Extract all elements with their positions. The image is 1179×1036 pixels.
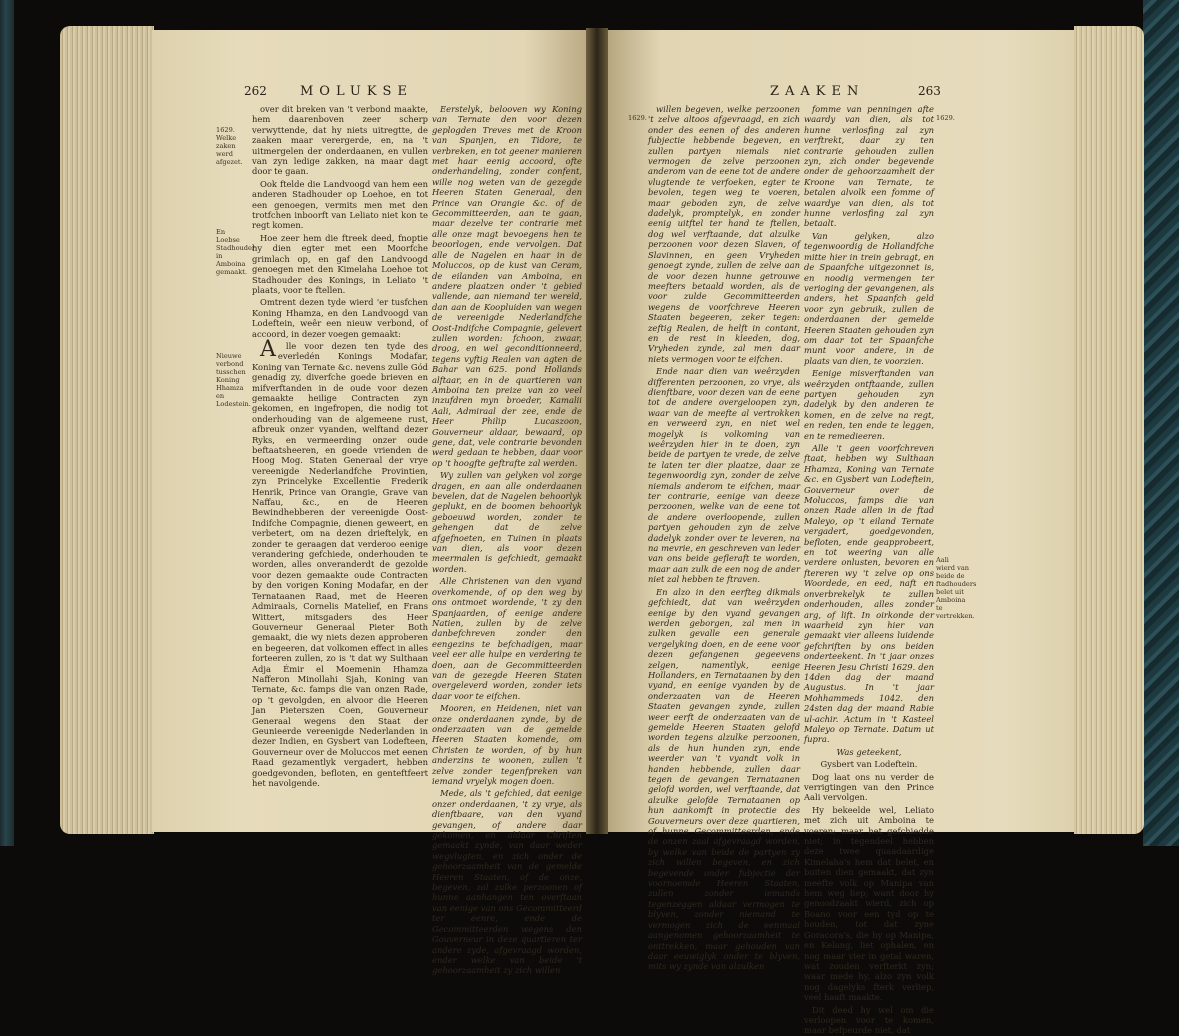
paragraph: fomme van penningen afte waardy van dien, als tot hunne verlosfing zal zyn verftrekt, daar zy ten contrarie gehouden zullen zyn, zich onder begevende onder de gehoorzaamheit der Kroone van Ternate, te betalen alvolk een fomme of waardye van dien, als tot hunne verlosfing zal zyn betaalt.	[804, 104, 934, 229]
paragraph: Eenige misverftanden van weêrzyden ontftaande, zullen partyen gehouden zyn dadelyk by den anderen te komen, en de zelve na regt, en reden, ten ende te leggen, en te remedieeren.	[804, 368, 934, 441]
left-page-column-2	[432, 104, 582, 976]
paragraph: Omtrent dezen tyde wierd 'er tusfchen Koning Hhamza, en den Landvoogd van Lodeftein, weêr een nieuw verbond, of accoord, in dezer voegen gemaakt:	[252, 297, 428, 339]
paragraph: over dit breken van 't verbond maakte, hem daarenboven zeer scherp verwyttende, dat hy niets uitregtte, de zaaken maar verergerde, en, na 't uitmergelen der onderdaanen, en vullen van zyn ledige zakken, na maar dagt door te gaan.	[252, 104, 428, 177]
paragraph: Was geteekent,	[836, 746, 902, 757]
paragraph: Wy zullen van gelyken vol zorge dragen, en aan alle onderdaanen bevelen, dat de Nagelen behoorlyk geplukt, en de boomen behoorlyk geboeuwd worden, zonder te gehengen dat de zelve afgefnoeten, en Tuinen in plaats van dien, als voor dezen meermalen is gefchiedt, gemaakt worden.	[432, 470, 582, 574]
right-page-column-2	[804, 104, 934, 1036]
book-cover-left-edge	[0, 0, 14, 846]
paragraph: Alle 't geen voorfchreven ftaat, hebben wy Sulthaan Hhamza, Koning van Ternate &c. en Gysbert van Lodeftein, Gouverneur over de Moluccos, famps die van onzen Rade allen in de ftad Maleyo, op 't eiland Ternate vergadert, goedgevonden, befloten, ende geapprobeert, en tot weering van alle verdere onlusten, bevoren en ftereren wy 't zelve op ons Woordede, en eed, naft en onverbrekelyk te zullen onderhouden, alles zonder arg, of lift. In oirkonde der waarheid zyn hier van gemaakt vier alleens luidende gefchriften by ons beiden onderteekent. In 't jaar onzes Heeren Jesu Christi 1629. den 14den dag der maand Augustus. In 't jaar Mohhammeds 1042. den 24sten dag der maand Rabie ul-achir. Actum in 't Kasteel Maleyo op Ternate. Datum ut fupra.	[804, 443, 934, 745]
paragraph: Eerstelyk, belooven wy Koning van Ternate den voor dezen geplogden Treves met de Kroon van Spanjen, en Tidore, te verbreken, en tot geener manieren met haar eenig accoord, ofte onderhandeling, zonder confent, wille nog weten van de gezegde Heeren Staten Generaal, den Prince van Orangie &c. of de Gecommitteerden, aan te gaan, maar dezelve ter contrarie met alle onze magt bevoegens hen te beoorlogen, ende vervolgen. Dat alle de Nagelen en haar in de Moluccos, op de kust van Ceram, de eilanden van Amboina, en andere plaatzen onder 't gebied vallende, aan niemand ter wereld, dan aan de Koopluiden van wegen de vereenigde Nederlandfche Oost-Indifche Compagnie, gelevert zullen worden: fchoon, zwaar, droog, en wel geconditionneerd, tegens vyftig Realen van agten de Bahar van 625. pond Hollands alftaar, en in de quartieren van Amboina ten preize van zo veel inzufdren myn broeder, Kamalii Aali, Admiraal der zee, ende de Heer Philip Lucaszoon, Gouverneur aldaar, bewaard, op gene, dat, vele contrarie bevonden werd gedaan te hebben, daar voor op 't hoogfte geftrafte zal werden.	[432, 104, 582, 468]
paragraph: Ende naar dien van weêrzyden differenten perzoonen, zo vrye, als dienftbare, voor dezen van de eene tot de andere overgeloopen zyn, waar van de meefte al vertrokken en verweerd zyn, en niet wel mogelyk is volkoming van weêrzyden hier in te doen, zyn beide de partyen te vrede, de zelve te laten ter dier plaatze, daar ze tegenwoordig zyn, zonder de zelve niemals anderom te eifchen, maar ter contrarie, eenige van deeze perzoonen, welke van de eene tot de andere overloopende, zullen partyen gehouden zyn de zelve dadelyk zonder over te leveren, na na mevrie, en geschreven van leder van ons beide gefleraft te worden, maar aan zulk de een nog de ander niet zal hebben te ftraven.	[648, 366, 800, 585]
right-running-head: ZAAKEN	[770, 84, 865, 99]
paragraph: Ook ftelde die Landvoogd van hem een anderen Stadhouder op Loehoe, en tot een genoegen, vermits men met den trotfchen inboorft van Leliato niet kon te regt komen.	[252, 178, 428, 231]
margin-note: Nieuwe verbond tusschen Koning Hhamza en Lodestein.	[216, 352, 251, 408]
right-page-number: 263	[918, 84, 941, 98]
paragraph: Alle Christenen van den vyand overkomende, of op den weg by ons ontmoet wordende, 't zy den Spanjaarden, of eenige andere Natien, zullen by de zelve danbefchreven zonder den eengezins te befchadigen, maar veel eer alle hulpe en verdering te doen, aan de Gecommitteerden van de gezegde Heeren Staten overgeleverd worden, zonder iets daar voor te eifchen.	[432, 576, 582, 701]
paragraph: Dit deed hy wel om die verloopen voor te komen, maar befpeurde niet, dat	[804, 1004, 934, 1036]
book-gutter	[586, 28, 608, 834]
left-page-edges	[60, 26, 154, 834]
left-page-number: 262	[244, 84, 267, 98]
paragraph: Gysbert van Lodeftein.	[820, 759, 918, 770]
paragraph: Hoe zeer hem die ftreek deed, fnoptie hy dien egter met een Moorfche grimlach op, en gaf den Landvoogd genoegen met den Kimelaha Loehoe tot Stadhouder des Konings, in Leliato 't plaats, voor te ftellen.	[252, 232, 428, 295]
margin-note: 1629. Welke zaken werd afgezet.	[216, 126, 243, 166]
right-year-right: 1629.	[936, 114, 955, 122]
right-page-column-1	[648, 104, 800, 972]
paragraph: Alle voor dezen ten tyde des everledén Konings Modafar, Koning van Ternate &c. nevens zulle Gód genadig zy, diverfche goede brieven en mifverftanden in de oude voor dezen gemaakte heilige Contracten zyn gekomen, en ingefropen, die nodig tot onderhouding van de algemeene rust, afbreuk onzer vyanden, welftand dezer Ryks, en vermeerding onzer oude beftaatsheeren, en goede vrienden de Hoog Mog. Staten Generaal der vrye vereenigde Nederlandfche Provintien, zyn Princelyke Excellentie Frederik Henrik, Prince van Orangie, Grave van Naffau, &c., en de Heeren Bewindhebberen der vereenigde Oost-Indifche Compagnie, dienen geweert, en verbetert, om na dezen drieftelyk, en zonder te geraagen dat verderoo eenige verandering gefchiede, onderhouden te worden, alles onveranderdt de gezolde voor dezen gemaakte oude Contracten by den vorigen Koning Modafar, en der Ternataanen Raad, met de Heeren Admiraals, Cornelis Matelief, en Frans Wittert, mitsgaders des Heer Gouverneur Generaal Pieter Both gemaakt, die wy niets dezen approberen en begeeren, dat volkomen effect in alles forteeren zullen, zo is 't dat wy Sulthaan Adja Émir el Moemenin Hhamza Nafferon Minollahi Sjah, Koning van Ternate, &c. famps die van onzen Rade, op 't gevolgden, en alvoor die Heeren Jan Pieterszen Coen, Gouverneur Generaal wegens den Staat der Geunieerde vereenigde Nederlanden in dezer Indien, en Gysbert van Lodefteen, Gouverneur over de Moluccos met eenen Raad gezamentlyk vergadert, hebben goedgevonden, befloten, en genteftfeert het navolgende.	[252, 336, 428, 788]
paragraph: En alzo in den eerfteg dikmals gefchiedt, dat van weêrzyden eenige by den vyand gevangen werden geborgen, zal men in zulken gevalle een generale vergelyking doen, en de eene voor dezen gefangenen gegeevens zelgen, namentlyk, eenige Hollanders, en Ternataanen by den vyand, en eenige vyanden by de onderzaaten van de Heeren Staaten gevangen zynde, zullen weer eerft de onderzaaten van de gemelde Heeren Staaten gelofd worden tegens alzulke perzoonen, als de hun hunden zyn, ende weerder van 't vyandt volk in handen hebbende, zullen daar tegen de gevangen Ternataanen gelofd worden, wel verftaande, dat alzulke gelofde Ternataanen op hun aankomft in protectie des Gouverneurs over deze quartieren, of hunne Gecommitteerden, ende de onzen zaal afgevraagd worden, by welke van beide de partyen zy zich willen begeven, en zich begevende onder fubjectie der voornoemde Heeren Staaten, zullen zonder iemands tegenzeggen aldaar vermogen te blyven, zonder niemand te vermogen zich de eenmaal aangenomen gehoorzaamheit te onttrekken, maar gehouden van daar eeuwiglyk onder te blyven, mits wy zynde van alzulken	[648, 586, 800, 972]
paragraph: Mooren, en Heidenen, niet van onze onderdaanen zynde, by de onderzaaten van de gemelde Heeren Staaten komende, om Christen te worden, of by hun anderzins te woonen, zullen 't zelve zonder tegenfpreken van iemand vryelyk mogen doen.	[432, 703, 582, 786]
paragraph: Mede, als 't gefchied, dat eenige onzer onderdaanen, 't zy vrye, als dienftbaare, van den vyand gevangen, of andere daar gekomen, en aldaar Chriften gemaakt zynde, van daar weder wegvlugten, en zich onder de gehoorzaamheit van de gemelde Heeren Staaten, of de onze, begeven, zal zulke perzoonen of hunne aanhangen ten overftaan van eenige van ons Gecommitteerd ter eenre, ende de Gecommitteerden wegens den Gouverneur in deze quartieren ter andere zyde, afgevraagd worden, ender welke van beide 't gehoorzaamheit zy zich willen	[432, 788, 582, 976]
left-page-column-1	[252, 104, 428, 820]
left-running-head: MOLUKSE	[300, 84, 413, 99]
paragraph: Dog laat ons nu verder de verrigtingen van den Prince Aali vervolgen.	[804, 771, 934, 803]
paragraph: willen begeven, welke perzoonen 't zelve altoos afgevraagd, en zich onder des eenen of des anderen fubjectie hebbende begeven, en zullen partyen niemals niet vermogen de zelve perzoonen anderom van de eene tot de andere vlugtende te verfoeken, egter te bevolen, tegen weg te voeren, maar geboden zyn, de zelve dadelyk, promptelyk, en zonder eenig uitftel ter hand te ftellen, dog wel verftaande, dat alzulke perzoonen voor dezen Slaven, of Slavinnen, en geen Vryheden genoegt zynde, zullen de zelve aan de voor dezen hunne getrouwe meefters betaald worden, als de voor zulde Gecommitteerden wegens de voorfchreve Heeren Staaten begeeren, zeker tegen: zeftig Realen, de helft in contant, en de rest in kleeden, dog, Vryheden zynde, zal men daar niets vermogen voor te eifchen.	[648, 104, 800, 364]
margin-note: Aali wierd van beide de ftadhouders belet uit Amboina te vertrekken.	[936, 556, 977, 620]
right-year-left: 1629.	[628, 114, 647, 122]
paragraph: Hy bekeelde wel, Leliato met zich uit Amboina te voeren: maar het gefchiedde niet; in tegendeel hebben deze twee quaadaardige Kimelaha's hem dat belet, en buiten dien gemaakt, dat zyn meefte volk op Manipa van hem weg liep; want door hy genoodzaakt wierd, zich op Boano voor een tyd op te houden, tot dat zyne Goracora's, die hy op Manipa, en Kelang, liet ophalen, en nog maar vier in getal waren, wat zouden verfterkt zyn; waar mede hy, alzo zyn volk nog dagelyks fterk verliep, veel haaft maakte.	[804, 804, 934, 1003]
paragraph: Van gelyken, alzo tegenwoordig de Hollandfche mitte hier in trein gebragt, en de Spaanfche uitgezonnet is, en noodig vermengen ter verioging der gevangenen, als anders, het Spaanfch geld voor zyn gebruik, zullen de onderdaanen der gemelde Heeren Staaten gehouden zyn om daar tot ter Spaanfche munt voor andere, in de plaats van dien, te voorzien.	[804, 230, 934, 366]
book-cover-right-edge	[1143, 0, 1179, 846]
margin-note: En Loebse Stadhouder in Amboina gemaakt.	[216, 228, 256, 276]
right-page-edges	[1074, 26, 1144, 834]
